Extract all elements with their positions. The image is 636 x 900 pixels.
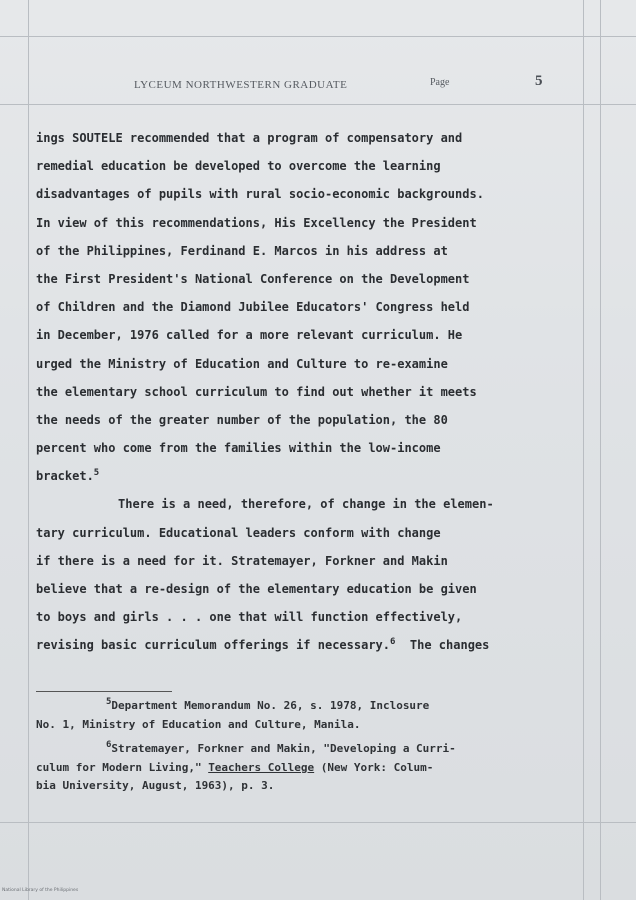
text-line: percent who come from the families within the low-income (36, 441, 441, 456)
header-page-label: Page (430, 77, 450, 88)
footnote-6-line-1 (36, 740, 581, 759)
header-rule (0, 104, 636, 105)
right-edge-rule (600, 0, 601, 900)
footnote-6-text: Stratemayer, Forkner and Makin, "Developing a Curri- (111, 742, 456, 755)
text-line (36, 631, 581, 659)
left-margin-rule (28, 0, 29, 900)
text-line: the First President's National Conference on the Development (36, 271, 470, 286)
body-text (36, 124, 581, 660)
page-number: 5 (535, 73, 543, 89)
text-line-content: bracket. (36, 469, 94, 484)
text-line-content: revising basic curriculum offerings if necessary. (36, 638, 391, 653)
text-line: disadvantages of pupils with rural socio-economic backgrounds. (36, 187, 484, 202)
footnotes (36, 697, 581, 796)
top-rule (0, 36, 636, 37)
text-line: remedial education be developed to overcome the learning (36, 159, 441, 174)
journal-title: Teachers College (208, 760, 315, 774)
footnote-ref-5: 5 (93, 468, 100, 479)
footnote-6-text-a: culum for Modern Living," (36, 760, 209, 774)
paragraph-2-first-line: There is a need, therefore, of change in the elemen- (118, 497, 494, 512)
footnote-5-text: Department Memorandum No. 26, s. 1978, Inclosure (111, 699, 430, 712)
text-line: to boys and girls . . . one that will function effectively, (36, 610, 463, 625)
text-line: ings SOUTELE recommended that a program of compensatory and (36, 131, 463, 145)
footnote-5-number: 5 (106, 697, 112, 707)
scan-footer: National Library of the Philippines (2, 888, 79, 893)
footnote-5-line-2: No. 1, Ministry of Education and Culture, Manila. (36, 717, 361, 731)
text-line: in December, 1976 called for a more relevant curriculum. He (36, 328, 463, 343)
footnote-6-line-2 (36, 759, 581, 778)
text-line-tail (395, 638, 409, 652)
text-line: the needs of the greater number of the population, the 80 (36, 412, 448, 427)
text-line: of Children and the Diamond Jubilee Educators' Congress held (36, 300, 470, 315)
footnote-5-line-1 (36, 697, 581, 716)
text-line (36, 462, 581, 490)
footnote-separator (36, 691, 172, 692)
text-line: tary curriculum. Educational leaders conform with change (36, 525, 441, 540)
footnote-6-text-b: (New York: Colum- (314, 760, 434, 774)
header-title: LYCEUM NORTHWESTERN GRADUATE (134, 79, 348, 91)
text-line: the elementary school curriculum to find out whether it meets (36, 384, 477, 399)
text-line-tail-text: The changes (409, 638, 490, 653)
footnote-6-line-3: bia University, August, 1963), p. 3. (36, 779, 275, 792)
text-line: believe that a re-design of the elementary education be given (36, 582, 477, 596)
page-header (0, 73, 636, 96)
footnote-ref-6: 6 (390, 637, 396, 648)
text-line: urged the Ministry of Education and Culture to re-examine (36, 356, 448, 371)
bottom-rule (0, 822, 636, 823)
text-line: In view of this recommendations, His Excellency the President (36, 215, 477, 230)
text-line: if there is a need for it. Stratemayer, Forkner and Makin (36, 553, 448, 568)
text-line: of the Philippines, Ferdinand E. Marcos in his address at (36, 243, 448, 258)
footnote-6-number: 6 (106, 740, 112, 750)
right-margin-rule (583, 0, 584, 900)
